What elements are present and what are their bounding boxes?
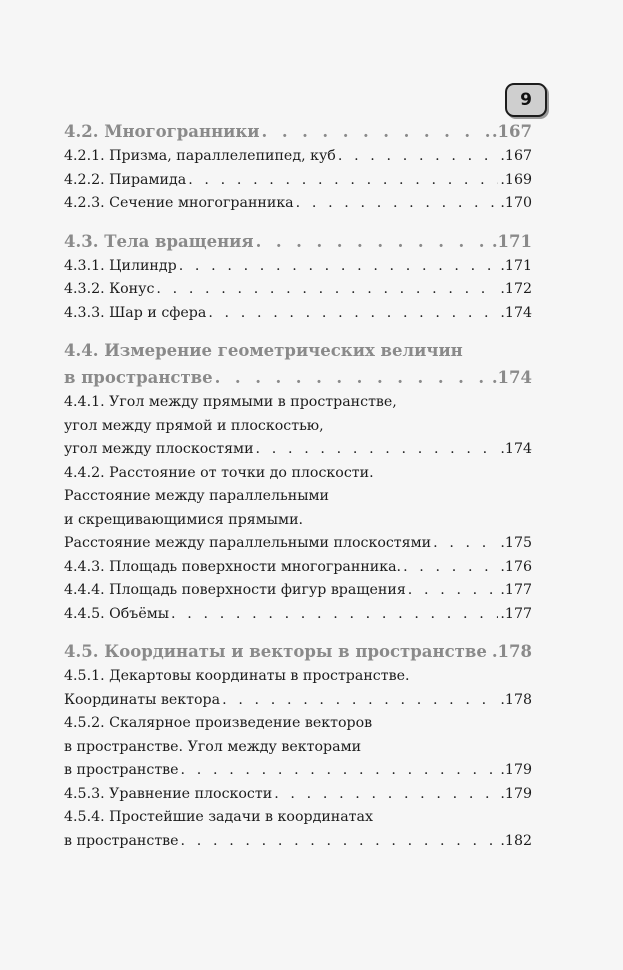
toc-entry-row-title: 4.3.3. Шар и сфера [64,304,207,321]
section-heading-entry-title: в пространстве [64,368,213,387]
toc-entry-row[interactable] [64,556,532,580]
toc-entry-line: 4.5.4. Простейшие задачи в координатах [64,809,373,825]
toc-entry-row-page: .178 [500,691,532,708]
dot-leader [338,145,499,169]
dot-leader [215,364,490,391]
toc-entry-row-page: .176 [500,558,532,575]
dot-leader [296,192,499,216]
toc-entry [64,603,532,627]
toc-entry-row[interactable] [64,255,532,279]
toc-entry-row-title: Координаты вектора [64,691,221,708]
toc-entry-row[interactable] [64,145,532,169]
toc-entry-row[interactable] [64,169,532,193]
toc-entry-line: 4.5.2. Скалярное произведение векторов [64,715,373,731]
section-heading-entry-page: .171 [491,231,532,251]
toc-entry-row[interactable] [64,783,532,807]
toc-entry-row-title: 4.2.2. Пирамида [64,171,187,188]
section-heading-entry-title: 4.5. Координаты и векторы в пространстве [64,642,487,661]
toc-entry [64,712,532,783]
toc-entry-row[interactable] [64,689,532,713]
dot-leader [208,302,498,326]
dot-leader [181,830,499,854]
section-heading-entry[interactable] [64,118,532,145]
dot-leader [256,228,490,255]
toc-entry-row[interactable] [64,603,532,627]
dot-leader [256,438,499,462]
section-heading-entry[interactable] [64,228,532,255]
toc-entry-row[interactable] [64,830,532,854]
toc-entry-line: в пространстве. Угол между векторами [64,738,362,755]
toc-entry [64,783,532,807]
toc-entry-line: угол между прямой и плоскостью, [64,417,324,434]
toc-entry [64,302,532,326]
dot-leader [433,532,498,556]
dot-leader [181,759,499,783]
toc-entry-row[interactable] [64,759,532,783]
toc-entry-row[interactable] [64,278,532,302]
dot-leader [188,169,498,193]
dot-leader [274,783,498,807]
toc-entry-row-page: .177 [500,582,532,598]
toc-entry-row-page: .177 [500,605,532,622]
toc-entry [64,391,532,462]
toc-entry [64,806,532,853]
toc-entry [64,278,532,302]
toc-entry-row-page: .171 [500,257,532,274]
toc-entry [64,579,532,603]
toc-entry-row-page: .174 [500,304,532,321]
toc-entry-row[interactable] [64,302,532,326]
section-heading-entry-page: .167 [491,122,532,141]
dot-leader [408,579,499,603]
toc-entry-row[interactable] [64,192,532,216]
toc-entry [64,169,532,193]
toc-entry [64,462,532,556]
dot-leader [262,118,490,145]
toc-entry-row[interactable] [64,579,532,603]
section-heading-entry[interactable] [64,364,532,391]
toc-entry-row-page: .172 [500,281,532,297]
section-heading-entry-title: 4.3. Тела вращения [64,231,254,251]
toc-entry [64,255,532,279]
toc-section [64,638,532,853]
dot-leader [489,638,490,665]
toc-entry-row[interactable] [64,438,532,462]
toc-entry-row-title: 4.2.1. Призма, параллелепипед, куб [64,148,336,164]
toc-entry-row[interactable] [64,532,532,556]
toc-entry [64,556,532,580]
dot-leader [179,255,499,279]
toc-entry-row-title: в пространстве [64,762,179,778]
toc-entry [64,192,532,216]
dot-leader [403,556,498,580]
toc-entry-row-title: Расстояние между параллельными плоскостями [64,535,432,551]
toc-entry-row-page: .174 [500,441,532,457]
toc-entry-row-page: .169 [500,171,532,188]
toc-section [64,337,532,626]
toc-entry-line: 4.4.2. Расстояние от точки до плоскости. [64,464,374,481]
toc-entry-line: 4.4.1. Угол между прямыми в пространстве, [64,394,397,410]
toc-entry-row-title: 4.4.3. Площадь поверхности многогранника. [64,558,402,575]
toc-entry-row-title: 4.3.1. Цилиндр [64,257,177,274]
section-heading-entry-page: .174 [491,368,532,387]
toc-entry-row-title: в пространстве [64,832,179,849]
toc-entry-row-title: угол между плоскостями [64,441,254,457]
toc-entry-row-page: .167 [500,148,532,164]
toc-entry-row-page: .179 [500,785,532,802]
section-heading [64,118,532,145]
toc-entry-row-title: 4.5.3. Уравнение плоскости [64,785,273,802]
toc-section [64,118,532,216]
section-heading [64,228,532,255]
toc-entry-line: и скрещивающимися прямыми. [64,511,304,528]
toc-entry-line: Расстояние между параллельными [64,488,329,504]
table-of-contents [64,118,532,865]
section-heading [64,337,532,391]
dot-leader [156,278,498,302]
section-heading [64,638,532,665]
toc-entry-row-title: 4.4.4. Площадь поверхности фигур вращения [64,582,406,598]
toc-entry-row-page: .170 [500,195,532,211]
dot-leader [171,603,498,627]
toc-entry-row-page: .175 [500,535,532,551]
toc-entry-row-title: 4.4.5. Объёмы [64,605,170,622]
page-number-badge: 9 [505,83,547,117]
dot-leader [222,689,498,713]
toc-entry-row-title: 4.3.2. Конус [64,281,155,297]
section-heading-entry[interactable] [64,638,532,665]
toc-entry-line: 4.5.1. Декартовы координаты в пространстве. [64,668,410,684]
toc-entry-row-title: 4.2.3. Сечение многогранника [64,195,294,211]
toc-entry-row-page: .179 [500,762,532,778]
toc-entry-row-page: .182 [500,832,532,849]
section-heading-entry-title: 4.2. Многогранники [64,122,260,141]
toc-entry-line: 4.4. Измерение геометрических величин [64,341,463,360]
section-heading-entry-page: .178 [491,642,532,661]
toc-entry [64,665,532,712]
toc-entry [64,145,532,169]
toc-section [64,228,532,326]
